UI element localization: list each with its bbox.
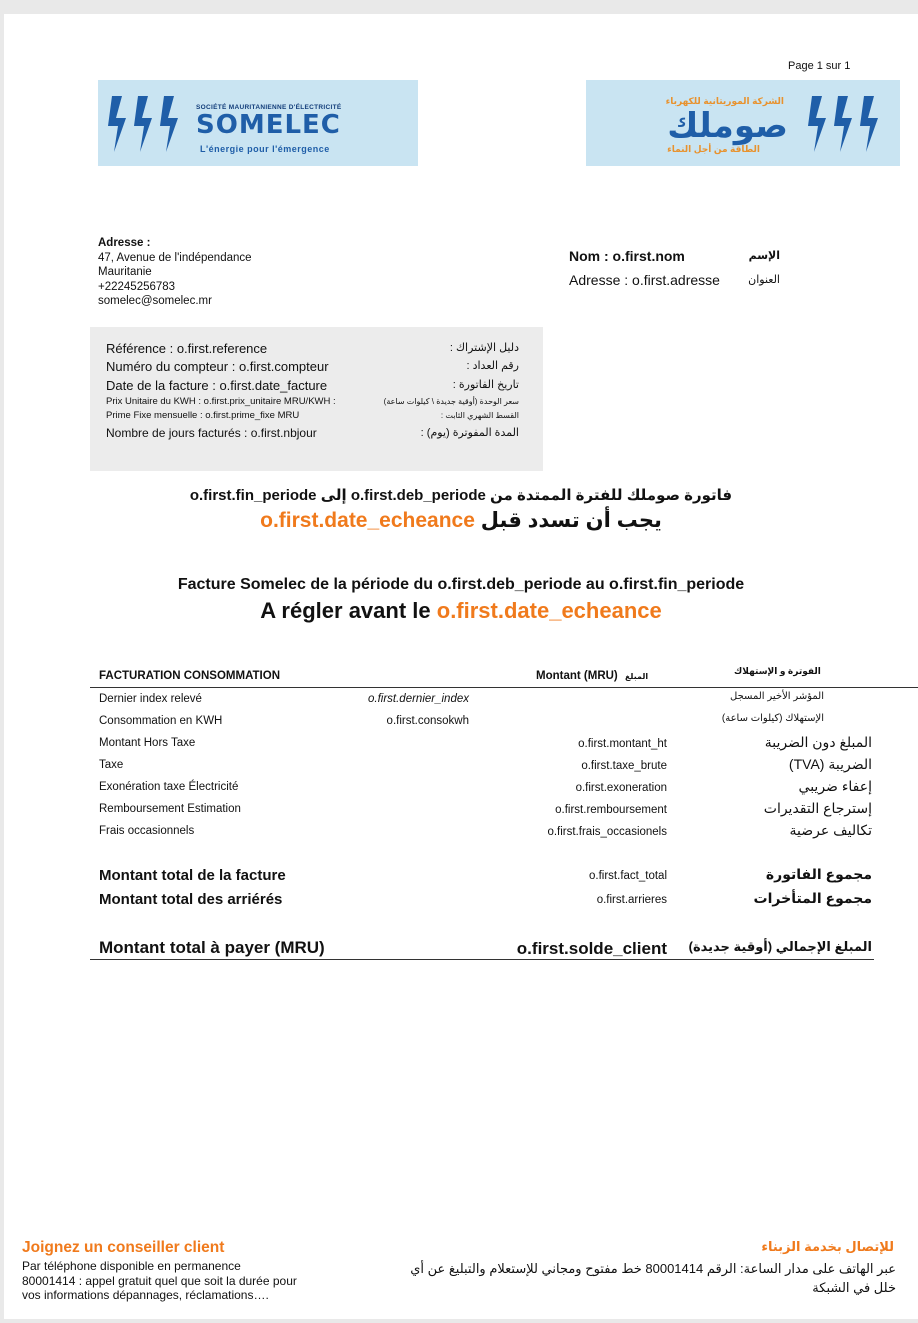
table-row-label: Consommation en KWH <box>99 715 223 727</box>
due-date-ar <box>4 508 918 533</box>
subscription-info-box <box>90 327 543 471</box>
table-row-label-ar: تكاليف عرضية <box>789 822 872 838</box>
info-invoice-date-ar: تاريخ الفاتورة : <box>452 379 519 391</box>
table-row-value: o.first.remboursement <box>555 804 667 816</box>
table-row-label: Taxe <box>99 759 124 771</box>
total-invoice-label: Montant total de la facture <box>99 867 286 884</box>
table-row-value: o.first.dernier_index <box>368 693 469 705</box>
table-row-value: o.first.frais_occasionels <box>547 826 667 838</box>
lightning-logo-icon <box>804 94 892 154</box>
due-prefix-fr: A régler avant le <box>260 598 431 623</box>
total-invoice-label-ar: مجموع الفاتورة <box>765 866 872 882</box>
due-date-value-fr: o.first.date_echeance <box>436 598 662 623</box>
info-meter-ar: رقم العداد : <box>466 360 519 372</box>
client-info <box>569 244 720 292</box>
period-fr: Facture Somelec de la période du o.first.deb_periode au o.first.fin_periode <box>177 576 745 593</box>
total-arrears-label: Montant total des arriérés <box>99 891 283 908</box>
info-unit-price-ar: سعر الوحدة (أوقية جديدة \ كيلوات ساعة) <box>383 397 519 406</box>
table-row-label: Dernier index relevé <box>99 693 202 705</box>
info-billed-days-ar: المدة المفوترة (يوم) : <box>420 427 519 439</box>
info-meter: Numéro du compteur : o.first.compteur <box>106 359 329 374</box>
info-reference: Référence : o.first.reference <box>106 341 268 356</box>
table-row-label: Montant Hors Taxe <box>99 737 196 749</box>
due-date-value-ar: o.first.date_echeance <box>260 509 475 532</box>
table-row-value: o.first.consokwh <box>386 715 469 727</box>
footer-title-fr: Joignez un conseiller client <box>22 1239 225 1256</box>
total-pay-value: o.first.solde_client <box>516 939 667 958</box>
address-country: Mauritanie <box>98 266 152 278</box>
table-row-label-ar: المبلغ دون الضريبة <box>764 734 872 750</box>
company-address <box>98 236 252 309</box>
table-row-value: o.first.montant_ht <box>578 738 667 750</box>
footer-line: Par téléphone disponible en permanence <box>22 1259 241 1273</box>
company-email: somelec@somelec.mr <box>98 295 212 307</box>
footer-text-ar: عبر الهاتف على مدار الساعة: الرقم 80001414 خط مفتوح ومجاني للإستعلام والتبليغ عن أي خلل في الشبكة <box>410 1261 896 1295</box>
address-label: Adresse : <box>98 237 151 249</box>
somelec-logo-fr <box>98 80 418 166</box>
period-ar: فاتورة صوملك للفترة الممتدة من o.first.deb_periode إلى o.first.fin_periode <box>189 487 733 504</box>
total-pay-label-ar: المبلغ الإجمالي (أوقية جديدة) <box>688 939 872 954</box>
somelec-logo-ar <box>586 80 900 166</box>
client-info-ar <box>710 244 780 292</box>
due-date-fr <box>4 598 918 624</box>
logo-tagline-ar: الطاقة من أجل النماء <box>667 144 760 154</box>
client-name-ar: الإسم <box>748 250 780 262</box>
table-row-label-ar: الضريبة (TVA) <box>788 756 872 772</box>
total-invoice-value: o.first.fact_total <box>589 870 667 882</box>
logo-brand: SOMELEC <box>196 110 341 140</box>
info-fixed-fee: Prime Fixe mensuelle : o.first.prime_fixe MRU <box>106 410 300 421</box>
total-arrears-value: o.first.arrieres <box>596 894 667 906</box>
table-row-label-ar: إعفاء ضريبي <box>798 778 872 794</box>
total-divider <box>90 959 874 960</box>
table-row-value: o.first.taxe_brute <box>581 760 667 772</box>
header-divider <box>90 687 918 688</box>
info-reference-ar: دليل الإشتراك : <box>449 342 519 354</box>
table-row-label-ar: الإستهلاك (كيلوات ساعة) <box>721 713 824 724</box>
total-arrears-label-ar: مجموع المتأخرات <box>753 890 872 906</box>
footer-text-fr <box>22 1259 297 1303</box>
address-line: 47, Avenue de l'indépendance <box>98 251 252 264</box>
company-phone: +22245256783 <box>98 280 176 293</box>
table-header-amount <box>536 670 648 682</box>
client-address: Adresse : o.first.adresse <box>569 272 720 288</box>
table-header-fr: FACTURATION CONSOMMATION <box>99 670 281 682</box>
client-address-ar: العنوان <box>748 274 780 286</box>
table-row-value: o.first.exoneration <box>575 782 667 794</box>
logo-brand-ar: صوملك <box>667 106 788 146</box>
lightning-logo-icon <box>104 94 192 154</box>
table-header-ar: الفوترة و الإستهلاك <box>734 666 821 676</box>
logo-company-name: SOCIÉTÉ MAURITANIENNE D'ÉLECTRICITÉ <box>196 104 342 111</box>
table-row-label: Remboursement Estimation <box>99 803 241 815</box>
logo-company-name-ar: الشركة الموريتانية للكهرباء <box>665 96 784 106</box>
page-number: Page 1 sur 1 <box>788 60 851 72</box>
info-billed-days: Nombre de jours facturés : o.first.nbjour <box>106 426 317 440</box>
footer-line: vos informations dépannages, réclamations…. <box>22 1288 269 1302</box>
total-pay-label: Montant total à payer (MRU) <box>99 938 325 957</box>
logo-tagline: L'énergie pour l'émergence <box>200 144 330 154</box>
amount-header-label: Montant (MRU) <box>536 670 618 682</box>
table-row-label: Frais occasionnels <box>99 825 195 837</box>
client-name: Nom : o.first.nom <box>569 248 685 264</box>
due-prefix-ar: يجب أن تسدد قبل <box>480 509 662 532</box>
info-unit-price: Prix Unitaire du KWH : o.first.prix_unitaire MRU/KWH : <box>106 396 336 407</box>
table-row-label-ar: المؤشر الأخير المسجل <box>730 691 824 702</box>
info-invoice-date: Date de la facture : o.first.date_facture <box>106 378 328 393</box>
table-row-label-ar: إسترجاع التقديرات <box>763 800 872 816</box>
info-fixed-fee-ar: القسط الشهري الثابت : <box>440 411 519 420</box>
amount-header-ar: المبلغ <box>624 672 649 681</box>
invoice-page <box>4 14 918 1319</box>
footer-title-ar: للإتصال بخدمة الزبناء <box>761 1239 894 1254</box>
table-row-label: Exonération taxe Électricité <box>99 781 239 793</box>
footer-line: 80001414 : appel gratuit quel que soit la durée pour <box>22 1273 297 1288</box>
